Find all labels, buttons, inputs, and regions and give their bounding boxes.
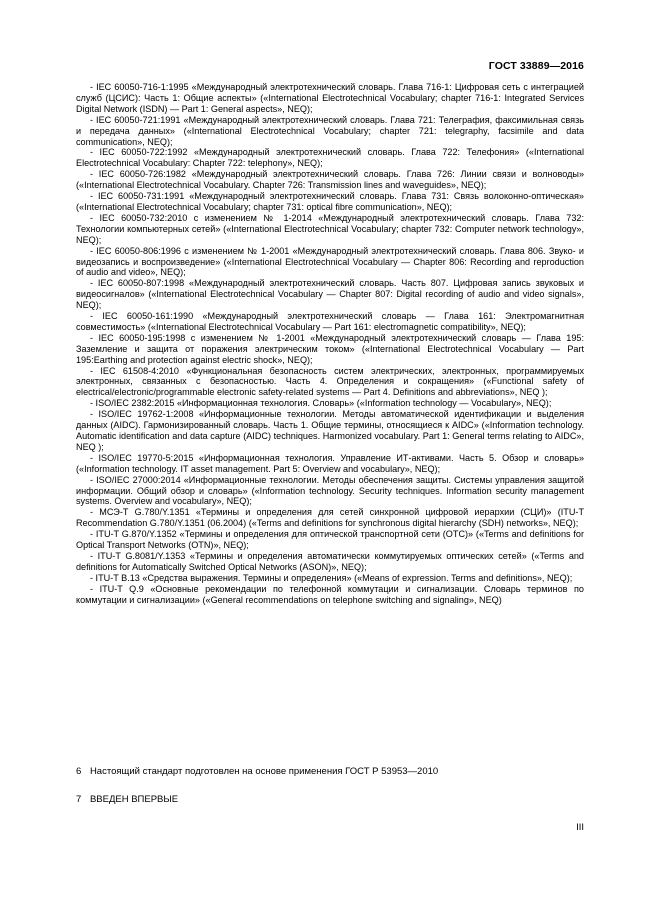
reference-item: - ITU-T B.13 «Средства выражения. Термины и определения» («Means of expression. Terms and definitions», NEQ); [90,572,573,583]
standard-designation: ГОСТ 33889—2016 [488,60,584,72]
reference-item: - ITU-T Q.9 «Основные рекомендации по телефонной коммутации и сигнализации. Словарь терминов по коммутации и сигнализации» («General recommendations on telephone switching and signaling», NEQ) [76,583,584,605]
reference-item: - ITU-T G.8081/Y.1353 «Термины и определения автоматически коммутируемых оптических сетей» («Terms and definitions for Automatically Switched Optical Networks (ASON)», NEQ); [76,550,584,572]
reference-item: - ISO/IEC 27000:2014 «Информационные технологии. Методы обеспечения защиты. Системы управления защитой информации. Общий обзор и словарь» («Information technology. Security techniques. Information security management systems. Overview and vocabulary», NEQ); [76,474,584,507]
reference-item: - ISO/IEC 2382:2015 «Информационная технология. Словарь» («Information technology — Vocabulary», NEQ); [90,398,552,409]
reference-item: - ISO/IEC 19770-5:2015 «Информационная технология. Управление ИТ-активами. Часть 5. Обзор и словарь» («Information technology. IT asset management. Part 5: Overview and vocabulary», NEQ); [76,452,584,474]
reference-item: - IEC 60050-161:1990 «Международный электротехнический словарь — Глава 161: Электромагнитная совместимость» («International Electrotechnical Vocabulary — Part 161: electromagnetic compatibility», NEQ); [76,311,584,332]
reference-item: - IEC 60050-732:2010 с изменением № 1-2014 «Международный электротехнический словарь. Глава 732: Технологии компьютерных сетей» («International Electrotechnical Vocabulary; chapter 732: Computer network technology», NEQ); [76,212,584,245]
reference-item: - IEC 61508-4:2010 «Функциональная безопасность систем электрических, электронных, программируемых электронных, связанных с безопасностью. Часть 4. Определения и сокращения» («Functional safety of electrical/electronic/programmable electronic safety-related systems — Part 4. Definitions and abbreviations», NEQ ); [76,365,584,398]
reference-item: - IEC 60050-806:1996 с изменением № 1-2001 «Международный электротехнический словарь. Глава 806. Звуко- и видеозапись и воспроизведение» («International Electrotechnical Vocabulary — Chapter 806: Recording and reproduction of audio and video», NEQ); [76,245,584,278]
section-number: 6 [76,766,82,777]
section-text: ВВЕДЕН ВПЕРВЫЕ [89,794,179,805]
reference-item: - IEC 60050-721:1991 «Международный электротехнический словарь. Глава 721: Телеграфия, факсимильная связь и передача данных» («International Electrotechnical Vocabulary; chapter 721: telegraphy, facsimile and data communication», NEQ); [76,114,584,147]
reference-item: - IEC 60050-726:1982 «Международный электротехнический словарь. Глава 726: Линии связи и волноводы» («International Electrotechnical Vocabulary. Chapter 726: Transmission lines and waveguides», NEQ); [76,169,584,191]
section-6 [76,766,584,778]
section-7 [76,794,584,806]
reference-item: - IEC 60050-716-1:1995 «Международный электротехнический словарь. Глава 716-1: Цифровая сеть с интеграцией служб (ЦСИС): Часть 1: Общие аспекты» («International Electrotechnical Vocabulary; chapter 716-1: Integrated Services Digital Network (ISDN) — Part 1: General aspects», NEQ); [76,82,584,114]
reference-item: - IEC 60050-731:1991 «Международный электротехнический словарь. Глава 731: Связь волоконно-оптическая» («International Electrotechnical Vocabulary; chapter 731: optical fibre communication», NEQ); [76,191,584,212]
page-number: III [576,822,584,833]
section-number: 7 [76,794,82,805]
reference-item: - IEC 60050-195:1998 с изменением № 1-2001 «Международный электротехнический словарь — Глава 195: Заземление и защита от поражения электрическим током» («International Electrotechnical Vocabulary — Part 195:Earthing and protection against electric shock», NEQ); [76,332,584,365]
reference-item: - IEC 60050-807:1998 «Международный электротехнический словарь. Часть 807. Цифровая запись звуковых и видеосигналов» («International Electrotechnical Vocabulary — Chapter 807: Digital recording of audio and video signals», NEQ); [76,278,584,311]
reference-item: - ISO/IEC 19762-1:2008 «Информационные технологии. Методы автоматической идентификации и выделения данных (AIDC). Гармонизированный словарь. Часть 1. Общие термины, относящиеся к AIDC» («Information technology. Automatic identification and data capture (AIDC) techniques. Harmonized vocabulary. Part 1: General terms relating to AIDC», NEQ ); [76,409,584,452]
reference-item: - IEC 60050-722:1992 «Международный электротехнический словарь. Глава 722: Телефония» («International Electrotechnical Vocabulary: Chapter 722: telephony», NEQ); [76,147,584,169]
section-text: Настоящий стандарт подготовлен на основе применения ГОСТ Р 53953—2010 [89,766,439,777]
reference-item: - ITU-T G.870/Y.1352 «Термины и определения для оптической транспортной сети (ОТС)» («Terms and definitions for Optical Transport Networks (OTN)», NEQ); [76,529,584,551]
reference-list [76,82,584,606]
reference-item: - МСЭ-Т G.780/Y.1351 «Термины и определения для сетей синхронной цифровой иерархии (СЦИ)» (ITU-T Recommendation G.780/Y.1351 (06.2004) («Terms and definitions for synchronous digital hierarchy (SDH) networks», NEQ); [76,507,584,529]
